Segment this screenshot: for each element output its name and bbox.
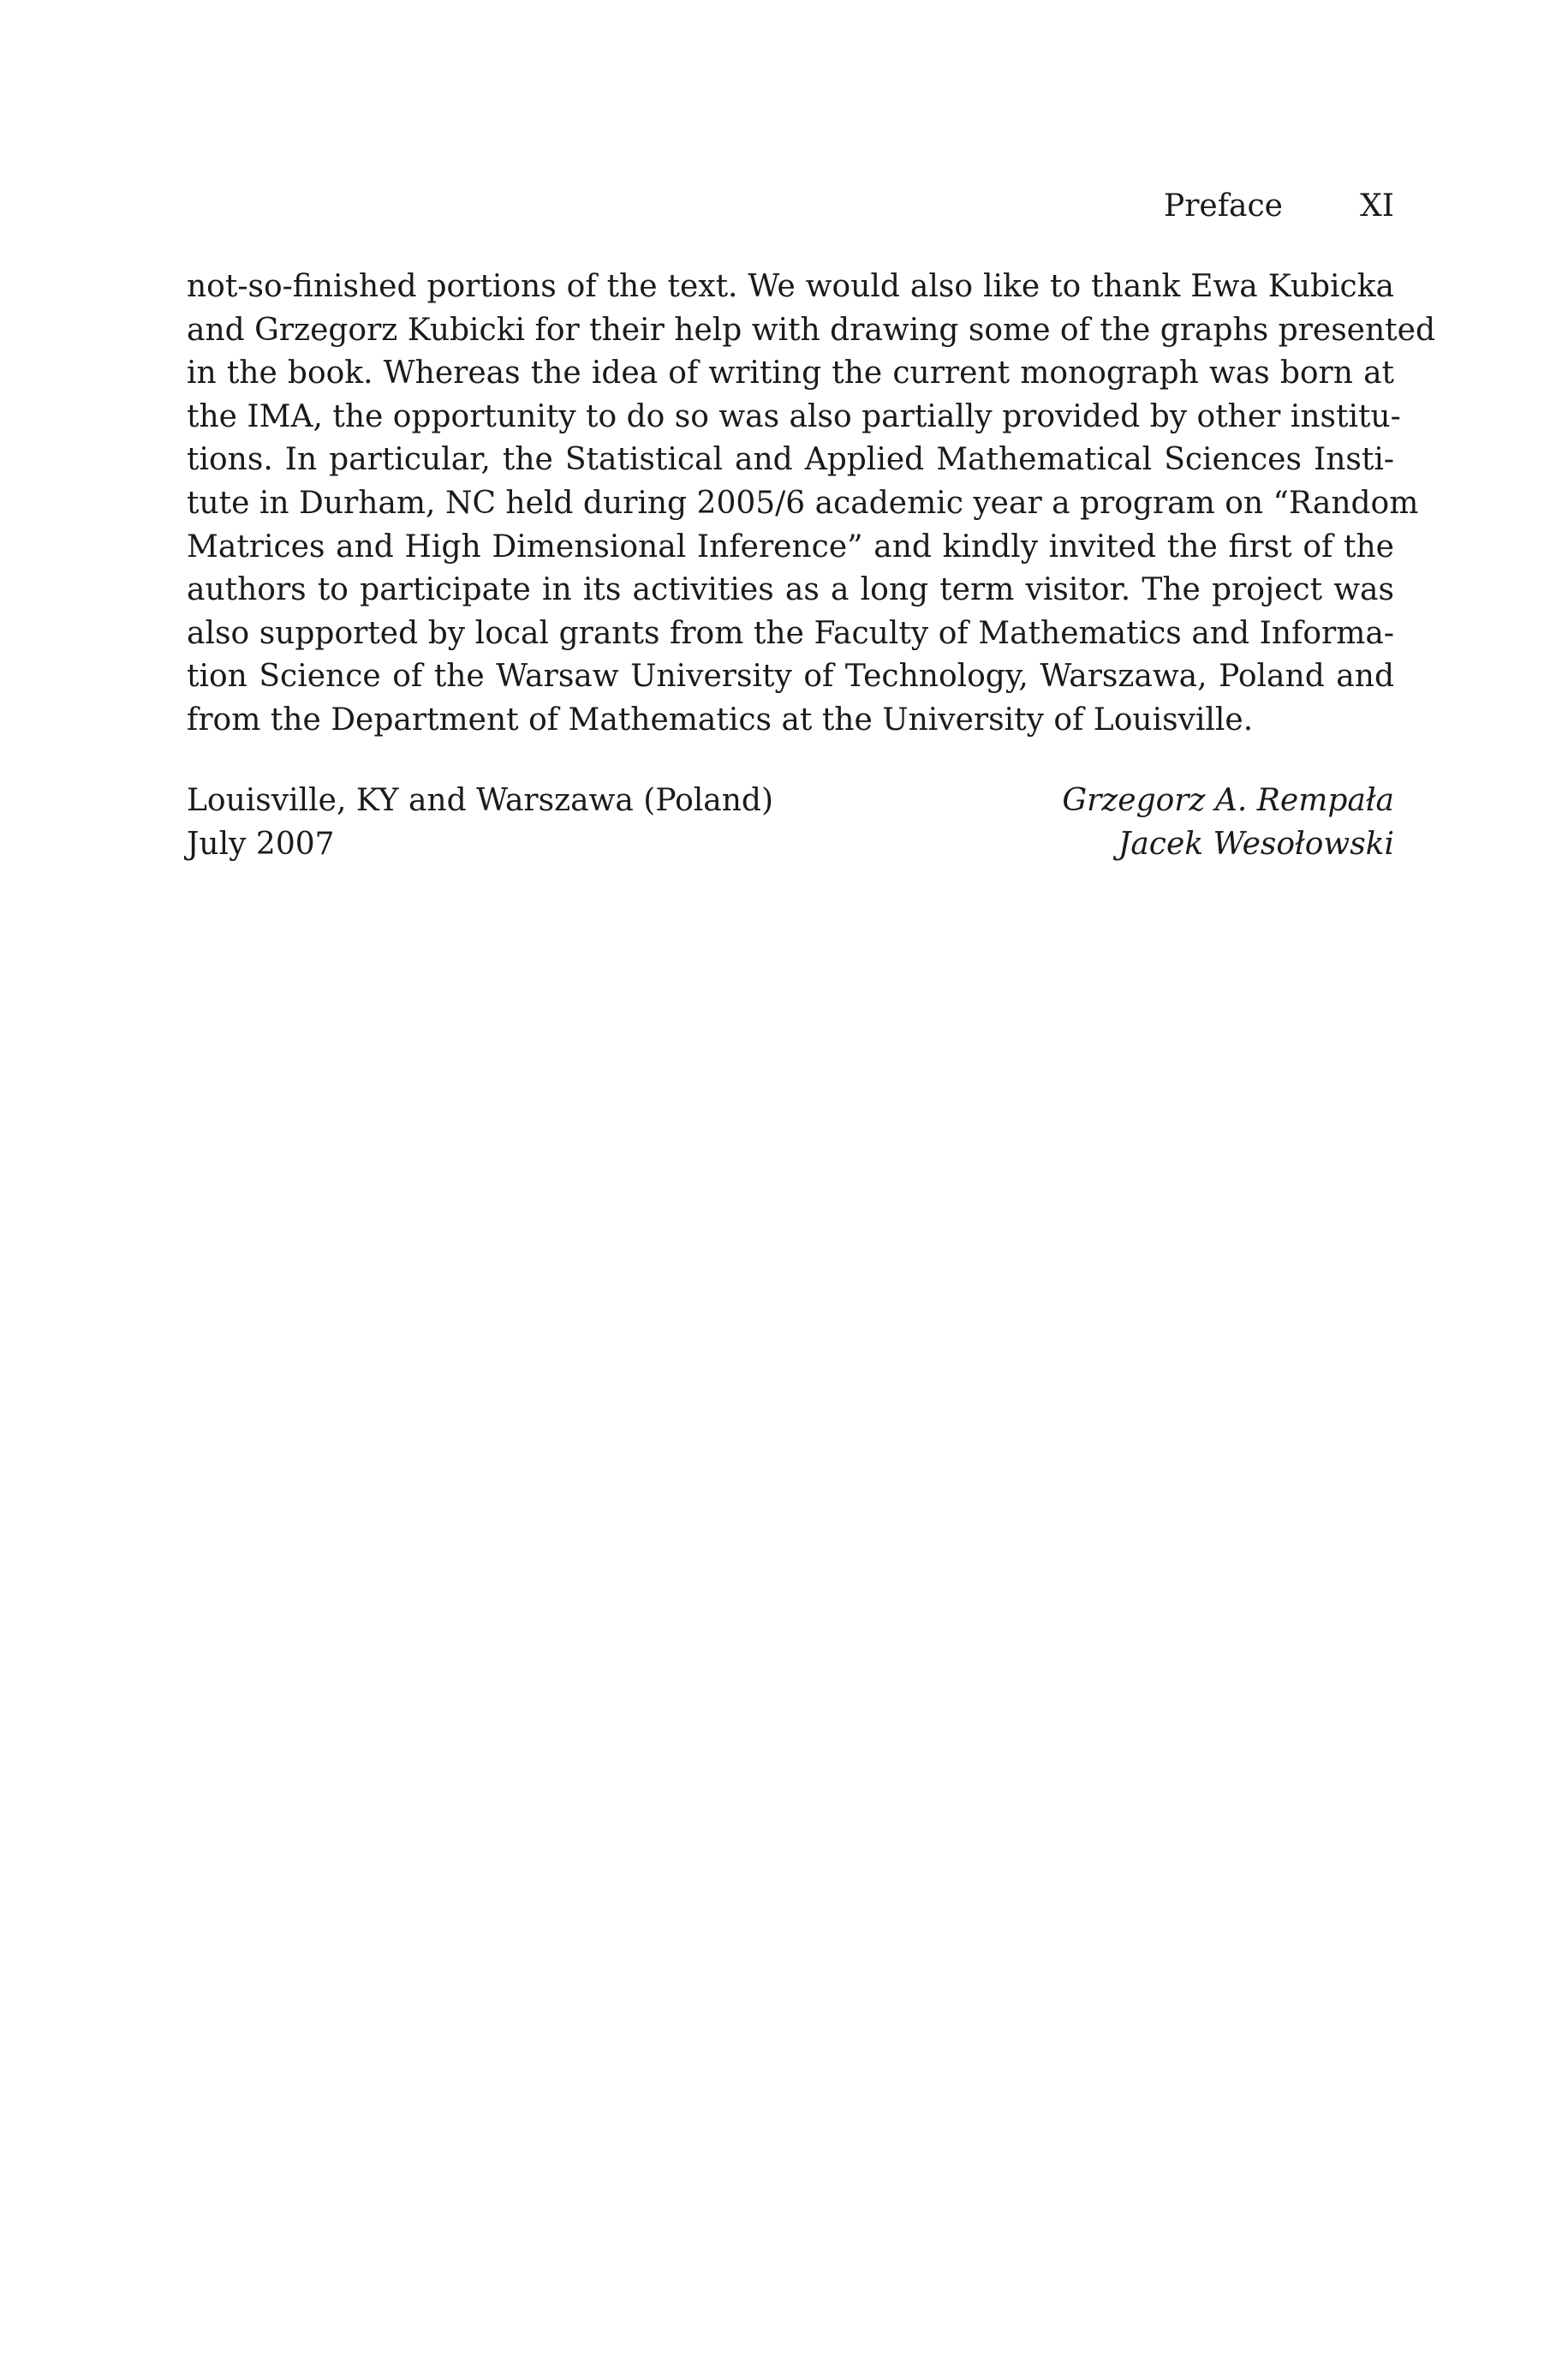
paragraph-line: tion Science of the Warsaw University of Technology, Warszawa, Poland and xyxy=(187,659,1394,695)
paragraph-line: from the Department of Mathematics at the University of Louisville. xyxy=(187,702,1254,738)
paragraph-line: authors to participate in its activities as a long term visitor. The project was xyxy=(187,572,1394,608)
signoff-place: Louisville, KY and Warszawa (Poland) xyxy=(187,783,774,818)
paragraph-line: Matrices and High Dimensional Inference” and kindly invited the first of the xyxy=(187,529,1394,565)
signoff-authors xyxy=(1062,780,1394,866)
paragraph-line: in the book. Whereas the idea of writing the current monograph was born at xyxy=(187,356,1394,391)
signoff-date: July 2007 xyxy=(187,826,335,862)
paragraph-line: also supported by local grants from the Faculty of Mathematics and Informa- xyxy=(187,615,1394,651)
author-name: Jacek Wesołowski xyxy=(1118,826,1394,862)
preface-paragraph xyxy=(187,266,1435,743)
running-head-title: Preface xyxy=(1164,188,1283,224)
page-number: XI xyxy=(1360,188,1394,224)
running-head xyxy=(187,188,1394,231)
paragraph-line: tute in Durham, NC held during 2005/6 academic year a program on “Random xyxy=(187,485,1419,521)
paragraph-line: the IMA, the opportunity to do so was also partially provided by other institu- xyxy=(187,398,1401,434)
paragraph-line: not-so-finished portions of the text. We would also like to thank Ewa Kubicka xyxy=(187,269,1394,304)
signoff-place-date xyxy=(187,780,773,866)
paragraph-line: tions. In particular, the Statistical and Applied Mathematical Sciences Insti- xyxy=(187,442,1394,478)
paragraph-line: and Grzegorz Kubicki for their help with drawing some of the graphs presented xyxy=(187,312,1435,348)
author-name: Grzegorz A. Rempała xyxy=(1062,783,1394,818)
